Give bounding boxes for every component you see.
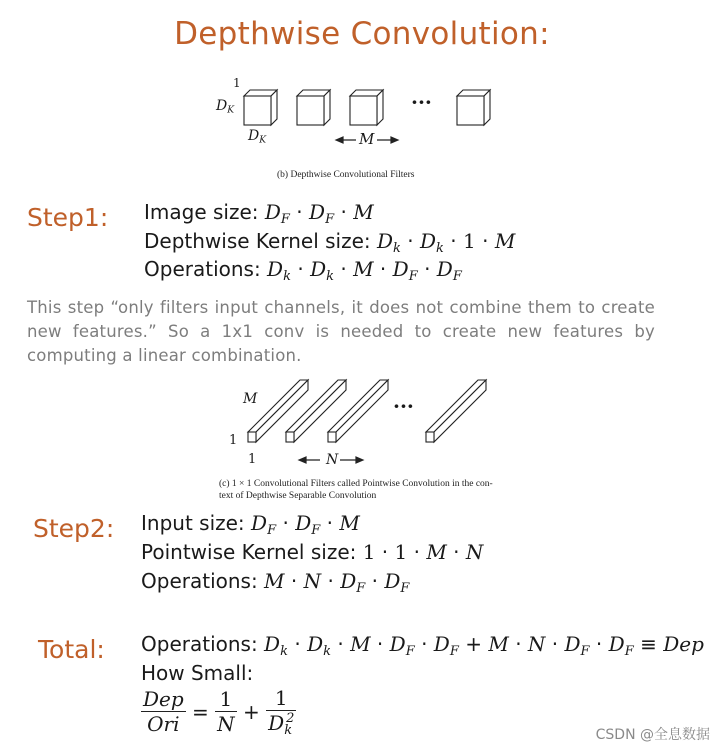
m-arrow-right-head — [391, 137, 398, 143]
label-one-bottom: 1 — [248, 452, 257, 467]
pointwise-filters-figure — [230, 370, 500, 480]
figure-b-caption: (b) Depthwise Convolutional Filters — [277, 170, 415, 180]
step1-label: Step1: — [27, 203, 109, 232]
step2-kernel-size: Pointwise Kernel size: 1 · 1 · M · N — [141, 540, 484, 564]
m-arrow-left-head — [336, 137, 343, 143]
figure-c-caption-line1: (c) 1 × 1 Convolutional Filters called Pointwise Convolution in the con- — [219, 479, 493, 489]
cube-3-side — [377, 90, 383, 125]
cube-4-front — [457, 96, 484, 125]
step1-operations: Operations: $D_k \cdot D_k \cdot M \cdot D_F \cdot D_F$ — [144, 257, 462, 284]
label-dk-left: $D_K$ — [216, 98, 235, 116]
label-m: M — [359, 130, 375, 148]
n-arrow-left-head — [299, 457, 306, 463]
step2-label: Step2: — [33, 514, 115, 543]
label-one: 1 — [233, 76, 241, 90]
step1-kernel-size: Depthwise Kernel size: $D_k \cdot D_k \cdot 1 \cdot M$ — [144, 229, 516, 256]
total-label: Total: — [38, 635, 105, 664]
bar-4-front — [426, 432, 434, 442]
n-arrow-right-head — [356, 457, 363, 463]
cube-2-side — [324, 90, 330, 125]
step1-image-size: Image size: $D_F \cdot D_F \cdot M$ — [144, 200, 374, 227]
bar-4-side — [434, 380, 486, 442]
figure-c-caption-line2: text of Depthwise Separable Convolution — [219, 491, 377, 501]
step2-input-size: Input size: $D_F \cdot D_F \cdot M$ — [141, 511, 360, 538]
cube-1-side — [271, 90, 277, 125]
total-operations: Operations: $D_k \cdot D_k \cdot M \cdot D_F \cdot D_F + M \cdot N \cdot D_F \cdot D_F$ ≡ Dep — [141, 632, 704, 659]
cube-4-side — [484, 90, 490, 125]
label-m-c: M — [243, 391, 258, 407]
step2-operations: Operations: $M \cdot N \cdot D_F \cdot D_F$ — [141, 569, 410, 596]
label-n: N — [326, 452, 339, 468]
cube-2-front — [297, 96, 324, 125]
cube-3-front — [350, 96, 377, 125]
watermark: CSDN @全息数据 — [595, 727, 710, 743]
label-one-left: 1 — [229, 433, 238, 448]
ellipsis-c: ··· — [393, 394, 414, 418]
ratio-formula: $\frac{\text{Dep}}{\text{Ori}}$ = $\frac{1}{N}$ + $\frac{1}{D_k^2}$ — [143, 686, 295, 738]
label-dk-bottom: $D_K$ — [248, 128, 267, 146]
bar-2-front — [286, 432, 294, 442]
cube-1-front — [244, 96, 271, 125]
ellipsis-b: ··· — [411, 90, 432, 114]
how-small-label: How Small: — [141, 661, 254, 685]
note-paragraph: This step “only filters input channels, it does not combine them to create new features.” So a 1x1 conv is needed to create new features by computing a linear combination. — [27, 298, 655, 365]
bar-1-front — [248, 432, 256, 442]
bar-3-front — [328, 432, 336, 442]
bar-4-top — [426, 380, 486, 432]
page-title: Depthwise Convolution: — [174, 16, 550, 52]
